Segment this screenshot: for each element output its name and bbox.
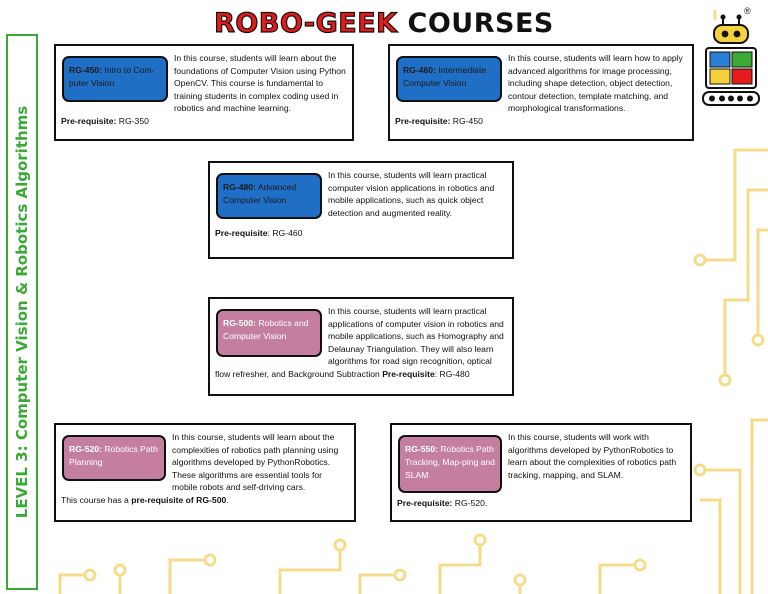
page-title bbox=[0, 8, 768, 39]
course-title-pill bbox=[216, 173, 322, 219]
registered-mark: ® bbox=[744, 6, 751, 16]
course-card-rg500 bbox=[208, 297, 514, 396]
course-description: In this course, students will work with algorithms developed by PythonRobotics to learn about the complexities of robotics path tracking, mapping, and SLAM. bbox=[508, 432, 677, 480]
course-description: In this course, students will learn practical applications of computer vision in robotics and mobile applications, such as Homography and Delaunay Triangulation. They will also learn algorithms for road sign recognition, optical flow refresher, and Background Subtraction bbox=[215, 306, 504, 379]
course-card-rg450 bbox=[54, 44, 354, 141]
robot-logo bbox=[700, 12, 762, 108]
course-card-rg480 bbox=[208, 161, 514, 259]
course-name: Advanced Computer Vision bbox=[223, 182, 297, 205]
course-title-pill bbox=[398, 435, 502, 493]
course-code: RG-480: bbox=[223, 182, 256, 192]
title-robo-geek: ROBO-GEEK bbox=[214, 8, 398, 39]
course-card-rg460 bbox=[388, 44, 694, 141]
course-prereq: Pre-requisite: RG-520. bbox=[397, 498, 488, 508]
course-name: Intro to Com-puter Vision bbox=[69, 65, 155, 88]
course-card-rg520 bbox=[54, 423, 356, 522]
level-sidebar bbox=[6, 34, 38, 590]
course-description: In this course, students will learn about the complexities of robotics path planning using algorithms developed by PythonRobotics. These algorithms are essential tools for mobile robots and self-driving cars. bbox=[172, 432, 339, 493]
course-name: Robotics Path Planning bbox=[69, 444, 158, 467]
course-name: Robotics Path Tracking, Map-ping and SLAM bbox=[405, 444, 495, 480]
course-name: Intermediate Computer Vision bbox=[403, 65, 487, 88]
course-prereq: Pre-requisite: RG-480 bbox=[382, 368, 470, 379]
course-card-rg550 bbox=[390, 423, 692, 522]
course-description: In this course, students will learn how to apply advanced algorithms for image processing, including shape detection, object detection, contour detection, template matching, and morphological transformations. bbox=[508, 53, 683, 114]
course-description: In this course, students will learn about the foundations of Computer Vision using Python OpenCV. This course is fundamental to training students in complex coding used in robotics and machine learning. bbox=[174, 53, 346, 114]
level-label: LEVEL 3: Computer Vision & Robotics Algorithms bbox=[13, 105, 31, 519]
course-code: RG-450: bbox=[69, 65, 102, 75]
course-title-pill bbox=[62, 56, 168, 102]
course-name: Robotics and Computer Vision bbox=[223, 318, 309, 341]
course-code: RG-550: bbox=[405, 444, 438, 454]
course-prereq: Pre-requisite: RG-450 bbox=[395, 115, 483, 126]
course-title-pill bbox=[62, 435, 166, 481]
course-code: RG-500: bbox=[223, 318, 256, 328]
course-description: In this course, students will learn practical computer vision applications in robotics and mobile applications, such as quick object detection and augmented reality. bbox=[328, 170, 495, 218]
course-prereq: Pre-requisite: RG-460 bbox=[215, 228, 303, 238]
course-prereq: Pre-requisite: RG-350 bbox=[61, 115, 149, 126]
course-prereq: This course has a pre-requisite of RG-500. bbox=[61, 494, 229, 505]
title-courses: COURSES bbox=[407, 8, 554, 39]
course-title-pill bbox=[396, 56, 502, 102]
course-title-pill bbox=[216, 309, 322, 357]
course-code: RG-520: bbox=[69, 444, 102, 454]
course-code: RG-460: bbox=[403, 65, 436, 75]
